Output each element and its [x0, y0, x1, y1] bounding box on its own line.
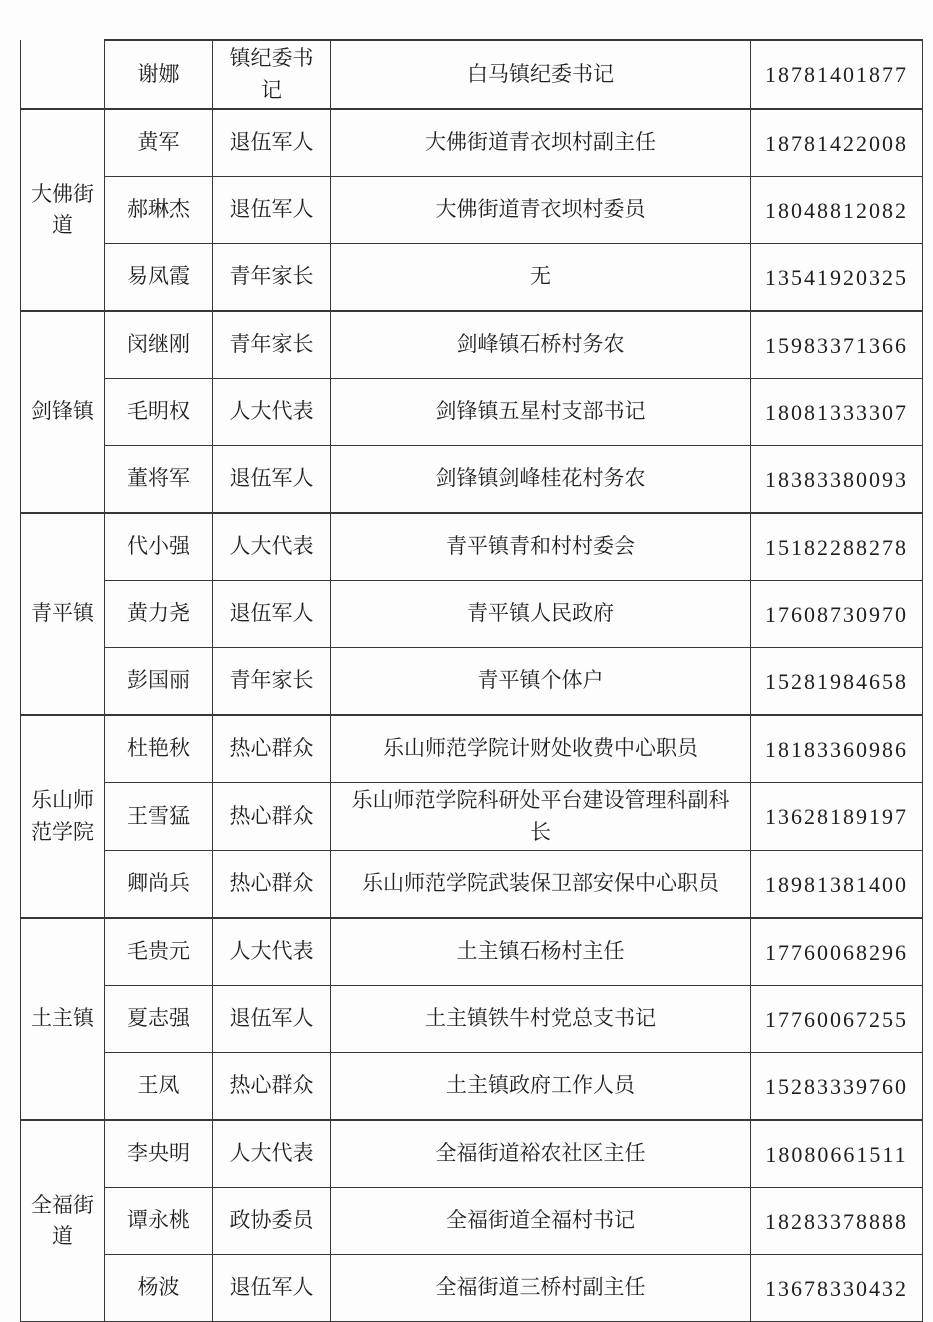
member-name-cell: 毛明权 [105, 379, 213, 446]
table-row [21, 311, 923, 379]
phone-number-cell: 18048812082 [751, 177, 923, 244]
identity-cell: 人大代表 [213, 379, 331, 446]
member-name-cell: 毛贵元 [105, 918, 213, 986]
phone-number-cell: 18183360986 [751, 715, 923, 783]
table-row [21, 244, 923, 312]
phone-number-cell: 18081333307 [751, 379, 923, 446]
identity-cell: 退伍军人 [213, 177, 331, 244]
group-cell: 乐山师范学院 [21, 715, 105, 918]
identity-cell: 青年家长 [213, 648, 331, 716]
member-name-cell: 卿尚兵 [105, 851, 213, 919]
member-name-cell: 彭国丽 [105, 648, 213, 716]
table-row [21, 513, 923, 581]
position-cell: 全福街道裕农社区主任 [331, 1120, 751, 1188]
member-name-cell: 夏志强 [105, 986, 213, 1053]
table-row [21, 177, 923, 244]
phone-number-cell: 15182288278 [751, 513, 923, 581]
table-row [21, 581, 923, 648]
member-name-cell: 杨波 [105, 1255, 213, 1322]
phone-number-cell: 13541920325 [751, 244, 923, 312]
identity-cell: 政协委员 [213, 1188, 331, 1255]
group-cell: 青平镇 [21, 513, 105, 715]
phone-number-cell: 18981381400 [751, 851, 923, 919]
identity-cell: 热心群众 [213, 783, 331, 851]
table-row [21, 446, 923, 514]
table-row [21, 1053, 923, 1121]
table-row [21, 109, 923, 177]
phone-number-cell: 18383380093 [751, 446, 923, 514]
position-cell: 无 [331, 244, 751, 312]
table-row [21, 715, 923, 783]
position-cell: 青平镇人民政府 [331, 581, 751, 648]
position-cell: 大佛街道青衣坝村委员 [331, 177, 751, 244]
position-cell: 土主镇政府工作人员 [331, 1053, 751, 1121]
group-cell: 大佛街道 [21, 109, 105, 311]
group-cell: 剑锋镇 [21, 311, 105, 513]
table-row [21, 1188, 923, 1255]
phone-number-cell: 17760068296 [751, 918, 923, 986]
identity-cell: 人大代表 [213, 1120, 331, 1188]
identity-cell: 青年家长 [213, 244, 331, 312]
identity-cell: 人大代表 [213, 918, 331, 986]
position-cell: 乐山师范学院科研处平台建设管理科副科长 [331, 783, 751, 851]
member-name-cell: 代小强 [105, 513, 213, 581]
phone-number-cell: 15283339760 [751, 1053, 923, 1121]
table-row [21, 851, 923, 919]
phone-number-cell: 18283378888 [751, 1188, 923, 1255]
phone-number-cell: 15983371366 [751, 311, 923, 379]
position-cell: 全福街道全福村书记 [331, 1188, 751, 1255]
phone-number-cell: 17608730970 [751, 581, 923, 648]
table-row [21, 1255, 923, 1322]
position-cell: 白马镇纪委书记 [331, 40, 751, 109]
phone-number-cell: 18781422008 [751, 109, 923, 177]
table-body [21, 40, 923, 1322]
position-cell: 青平镇个体户 [331, 648, 751, 716]
member-name-cell: 闵继刚 [105, 311, 213, 379]
group-cell [21, 40, 105, 109]
member-name-cell: 黄力尧 [105, 581, 213, 648]
position-cell: 剑峰镇石桥村务农 [331, 311, 751, 379]
identity-cell: 镇纪委书记 [213, 40, 331, 109]
position-cell: 土主镇铁牛村党总支书记 [331, 986, 751, 1053]
member-name-cell: 李央明 [105, 1120, 213, 1188]
table-row [21, 783, 923, 851]
group-cell: 土主镇 [21, 918, 105, 1120]
table-row [21, 648, 923, 716]
table-row [21, 40, 923, 109]
position-cell: 剑锋镇剑峰桂花村务农 [331, 446, 751, 514]
phone-number-cell: 15281984658 [751, 648, 923, 716]
phone-number-cell: 18781401877 [751, 40, 923, 109]
position-cell: 乐山师范学院计财处收费中心职员 [331, 715, 751, 783]
identity-cell: 退伍军人 [213, 446, 331, 514]
phone-number-cell: 18080661511 [751, 1120, 923, 1188]
position-cell: 土主镇石杨村主任 [331, 918, 751, 986]
table-row [21, 1120, 923, 1188]
phone-number-cell: 13678330432 [751, 1255, 923, 1322]
member-name-cell: 王凤 [105, 1053, 213, 1121]
member-name-cell: 易凤霞 [105, 244, 213, 312]
table-row [21, 379, 923, 446]
member-name-cell: 董将军 [105, 446, 213, 514]
table-row [21, 986, 923, 1053]
position-cell: 全福街道三桥村副主任 [331, 1255, 751, 1322]
position-cell: 乐山师范学院武装保卫部安保中心职员 [331, 851, 751, 919]
contact-table [20, 39, 923, 1322]
identity-cell: 热心群众 [213, 715, 331, 783]
identity-cell: 退伍军人 [213, 581, 331, 648]
member-name-cell: 郝琳杰 [105, 177, 213, 244]
identity-cell: 退伍军人 [213, 1255, 331, 1322]
position-cell: 剑锋镇五星村支部书记 [331, 379, 751, 446]
phone-number-cell: 17760067255 [751, 986, 923, 1053]
phone-number-cell: 13628189197 [751, 783, 923, 851]
member-name-cell: 谭永桃 [105, 1188, 213, 1255]
position-cell: 青平镇青和村村委会 [331, 513, 751, 581]
member-name-cell: 王雪猛 [105, 783, 213, 851]
table-row [21, 918, 923, 986]
identity-cell: 人大代表 [213, 513, 331, 581]
contact-table-wrapper [20, 39, 922, 1322]
identity-cell: 退伍军人 [213, 986, 331, 1053]
identity-cell: 青年家长 [213, 311, 331, 379]
position-cell: 大佛街道青衣坝村副主任 [331, 109, 751, 177]
member-name-cell: 黄军 [105, 109, 213, 177]
identity-cell: 退伍军人 [213, 109, 331, 177]
identity-cell: 热心群众 [213, 1053, 331, 1121]
group-cell: 全福街道 [21, 1120, 105, 1322]
identity-cell: 热心群众 [213, 851, 331, 919]
member-name-cell: 谢娜 [105, 40, 213, 109]
member-name-cell: 杜艳秋 [105, 715, 213, 783]
